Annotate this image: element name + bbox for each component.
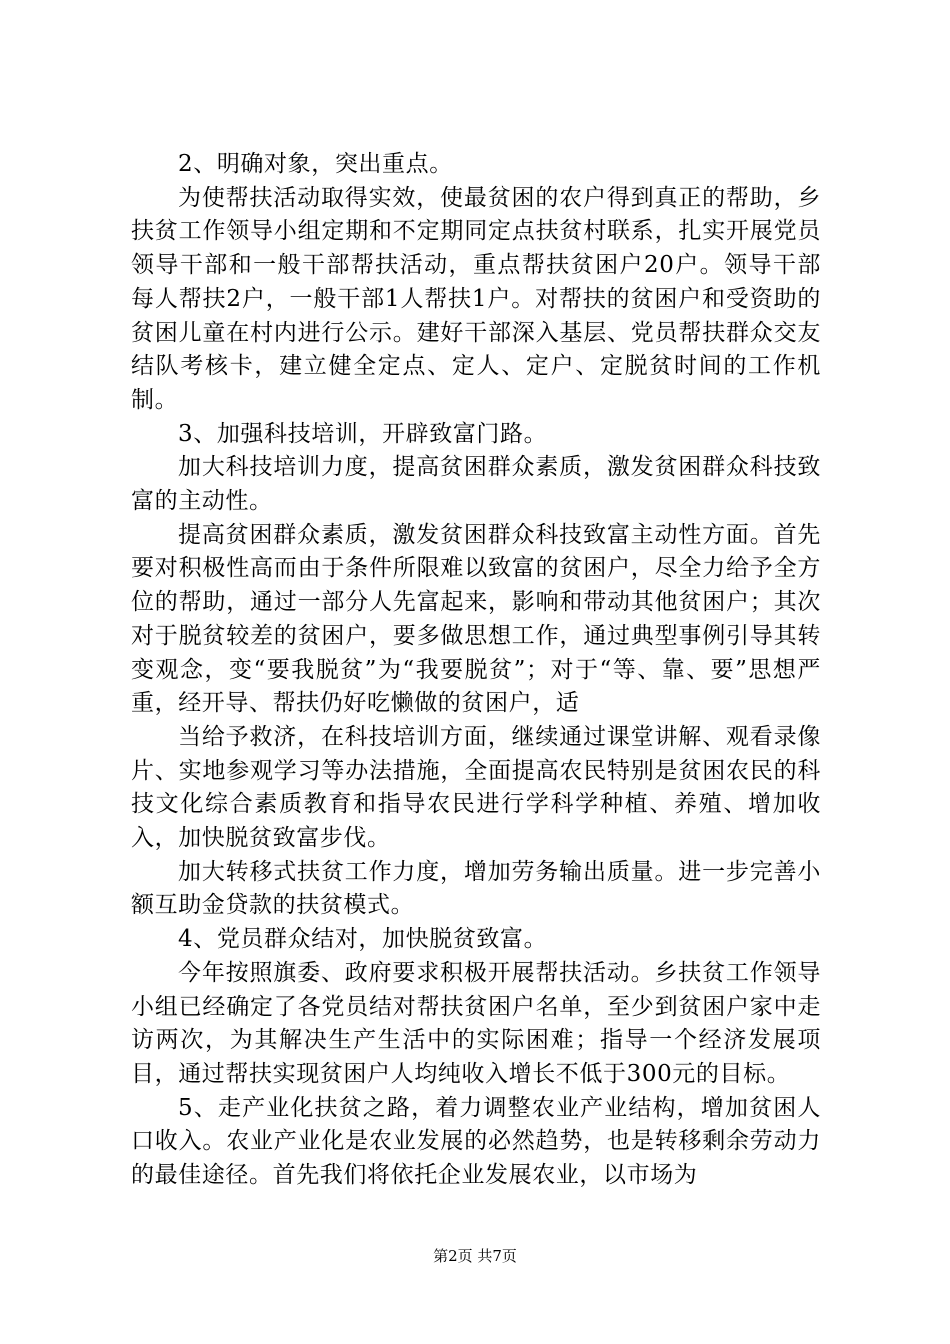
paragraph-labor-transfer: 加大转移式扶贫工作力度，增加劳务输出质量。进一步完善小额互助金贷款的扶贫模式。 xyxy=(131,858,821,919)
paragraph-pairing-assistance: 今年按照旗委、政府要求积极开展帮扶活动。乡扶贫工作领导小组已经确定了各党员结对帮扶贫困户名单，至少到贫困户家中走访两次，为其解决生产生活中的实际困难；指导一个经济发展项目，通过帮扶实现贫困户人均纯收入增长不低于300元的目标。 xyxy=(131,959,821,1087)
section-heading-2: 2、明确对象，突出重点。 xyxy=(178,151,453,177)
page-footer: 第2页 共7页 xyxy=(433,1247,517,1265)
paragraph-targeting: 为使帮扶活动取得实效，使最贫困的农户得到真正的帮助，乡扶贫工作领导小组定期和不定期同定点扶贫村联系，扎实开展党员领导干部和一般干部帮扶活动，重点帮扶贫困户20户。领导干部每人帮扶2户，一般干部1人帮扶1户。对帮扶的贫困户和受资助的贫困儿童在村内进行公示。建好干部深入基层、党员帮扶群众交友结队考核卡，建立健全定点、定人、定户、定脱贫时间的工作机制。 xyxy=(131,184,821,413)
paragraph-relief-training: 当给予救济，在科技培训方面，继续通过课堂讲解、观看录像片、实地参观学习等办法措施，全面提高农民特别是贫困农民的科技文化综合素质教育和指导农民进行学科学种植、养殖、增加收入，加快脱贫致富步伐。 xyxy=(131,723,821,852)
section-heading-4: 4、党员群众结对，加快脱贫致富。 xyxy=(178,926,548,953)
document-body xyxy=(131,148,821,1193)
paragraph-quality-improvement: 提高贫困群众素质，激发贫困群众科技致富主动性方面。首先要对积极性高而由于条件所限难以致富的贫困户，尽全力给予全方位的帮助，通过一部分人先富起来，影响和带动其他贫困户；其次对于脱贫较差的贫困户，要多做思想工作，通过典型事例引导其转变观念，变“要我脱贫”为“我要脱贫”；对于“等、靠、要”思想严重，经开导、帮扶仍好吃懒做的贫困户，适 xyxy=(131,521,821,717)
paragraph-training-summary: 加大科技培训力度，提高贫困群众素质，激发贫困群众科技致富的主动性。 xyxy=(131,454,821,515)
section-heading-5: 5、走产业化扶贫之路，着力调整农业产业结构，增加贫困人口收入。农业产业化是农业发展的必然趋势，也是转移剩余劳动力的最佳途径。首先我们将依托企业发展农业，以市场为 xyxy=(131,1094,821,1189)
section-heading-3: 3、加强科技培训，开辟致富门路。 xyxy=(178,420,548,447)
